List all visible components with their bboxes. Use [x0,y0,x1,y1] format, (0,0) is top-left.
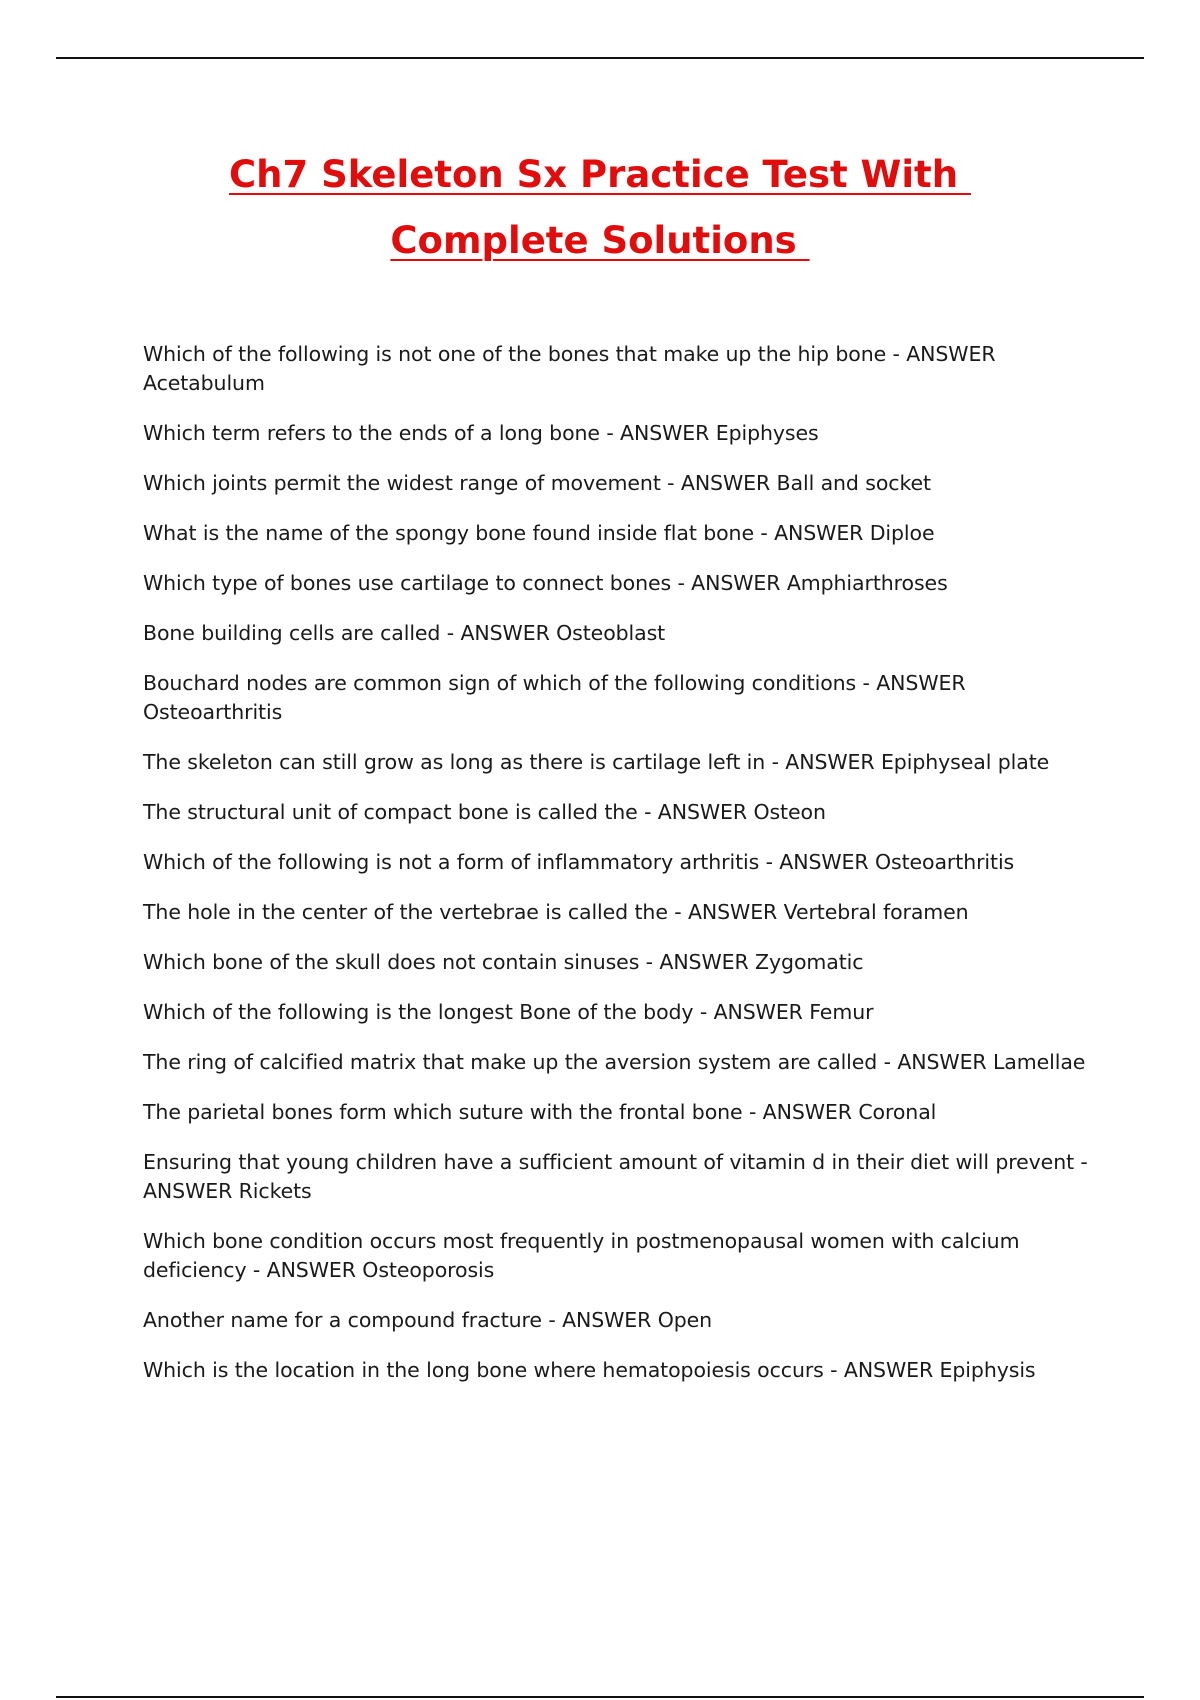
title-line-2: Complete Solutions [390,219,810,262]
qa-item: Which of the following is the longest Bone of the body - ANSWER Femur [143,1000,874,1024]
qa-item: The hole in the center of the vertebrae is called the - ANSWER Vertebral foramen [143,900,969,924]
qa-item: Bone building cells are called - ANSWER Osteoblast [143,621,666,645]
qa-item: Bouchard nodes are common sign of which of the following conditions - ANSWER Osteoarthritis [143,671,966,724]
title-line-1: Ch7 Skeleton Sx Practice Test With [229,153,971,196]
qa-item: The skeleton can still grow as long as there is cartilage left in - ANSWER Epiphyseal plate [143,750,1050,774]
top-divider [56,57,1144,59]
qa-item: Which term refers to the ends of a long bone - ANSWER Epiphyses [143,421,819,445]
bottom-divider [56,1696,1144,1698]
qa-item: Which is the location in the long bone where hematopoiesis occurs - ANSWER Epiphysis [143,1358,1036,1382]
qa-item: Which bone of the skull does not contain sinuses - ANSWER Zygomatic [143,950,864,974]
document-title [0,142,1200,274]
qa-item: Another name for a compound fracture - ANSWER Open [143,1308,713,1332]
qa-item: The parietal bones form which suture with the frontal bone - ANSWER Coronal [143,1100,937,1124]
qa-item: Which of the following is not a form of inflammatory arthritis - ANSWER Osteoarthritis [143,850,1015,874]
qa-item: The structural unit of compact bone is called the - ANSWER Osteon [143,800,826,824]
qa-item: Ensuring that young children have a sufficient amount of vitamin d in their diet will prevent - ANSWER Rickets [143,1150,1088,1203]
qa-item: The ring of calcified matrix that make up the aversion system are called - ANSWER Lamellae [143,1050,1086,1074]
qa-item: Which joints permit the widest range of movement - ANSWER Ball and socket [143,471,931,495]
question-answer-list [143,340,1093,1406]
qa-item: Which of the following is not one of the bones that make up the hip bone - ANSWER Acetabulum [143,342,996,395]
qa-item: What is the name of the spongy bone found inside flat bone - ANSWER Diploe [143,521,935,545]
qa-item: Which type of bones use cartilage to connect bones - ANSWER Amphiarthroses [143,571,948,595]
qa-item: Which bone condition occurs most frequently in postmenopausal women with calcium deficiency - ANSWER Osteoporosis [143,1229,1020,1282]
